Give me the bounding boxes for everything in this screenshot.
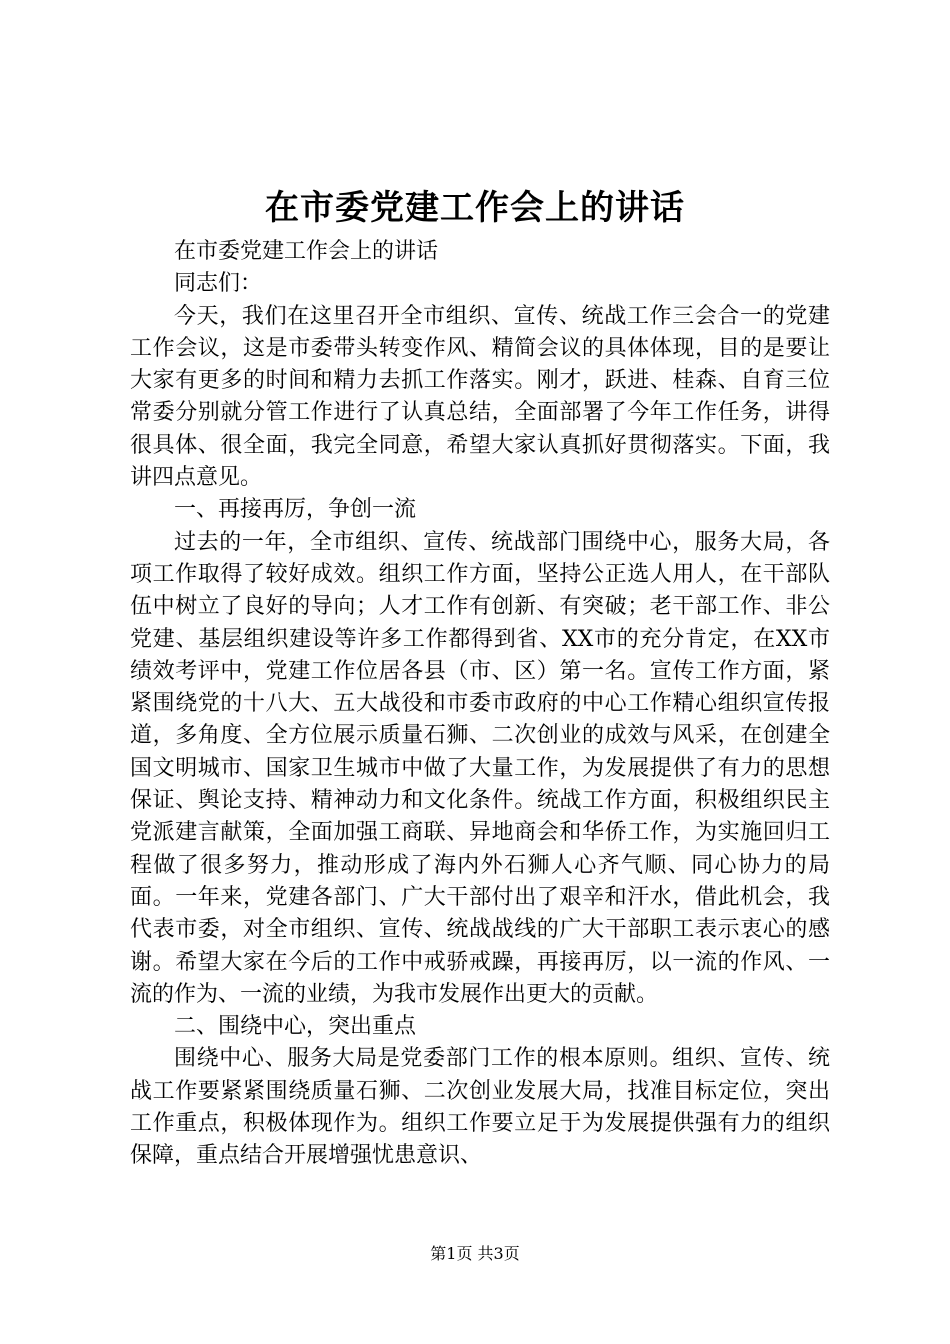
section-heading-2: 二、围绕中心，突出重点	[174, 1014, 417, 1040]
paragraph-salutation: 同志们：	[174, 271, 263, 297]
document-title: 在市委党建工作会上的讲话	[265, 188, 685, 228]
section-heading-1: 一、再接再厉，争创一流	[174, 497, 417, 523]
page-footer: 第1页 共3页	[430, 1244, 520, 1263]
paragraph-intro: 今天，我们在这里召开全市组织、宣传、统战工作三会合一的党建工作会议，这是市委带头转变作风、精简会议的具体体现，目的是要让大家有更多的时间和精力去抓工作落实。刚才，跃进、桂森、自育三位常委分别就分管工作进行了认真总结，全面部署了今年工作任务，讲得很具体、很全面，我完全同意，希望大家认真抓好贯彻落实。下面，我讲四点意见。	[130, 303, 830, 491]
paragraph-subtitle: 在市委党建工作会上的讲话	[174, 239, 439, 264]
paragraph-section-1: 过去的一年，全市组织、宣传、统战部门围绕中心，服务大局，各项工作取得了较好成效。组织工作方面，坚持公正选人用人，在干部队伍中树立了良好的导向；人才工作有创新、有突破；老干部工作、非公党建、基层组织建设等许多工作都得到省、XX市的充分肯定，在XX市绩效考评中，党建工作位居各县（市、区）第一名。宣传工作方面，紧紧围绕党的十八大、五大战役和市委市政府的中心工作精心组织宣传报道，多角度、全方位展示质量石狮、二次创业的成效与风采，在创建全国文明城市、国家卫生城市中做了大量工作，为发展提供了有力的思想保证、舆论支持、精神动力和文化条件。统战工作方面，积极组织民主党派建言献策，全面加强工商联、异地商会和华侨工作，为实施回归工程做了很多努力，推动形成了海内外石狮人心齐气顺、同心协力的局面。一年来，党建各部门、广大干部付出了艰辛和汗水，借此机会，我代表市委，对全市组织、宣传、统战战线的广大干部职工表示衷心的感谢。希望大家在今后的工作中戒骄戒躁，再接再厉，以一流的作风、一流的作为、一流的业绩，为我市发展作出更大的贡献。	[130, 529, 830, 1007]
paragraph-section-2: 围绕中心、服务大局是党委部门工作的根本原则。组织、宣传、统战工作要紧紧围绕质量石狮、二次创业发展大局，找准目标定位，突出工作重点，积极体现作为。组织工作要立足于为发展提供强有力的组织保障，重点结合开展增强忧患意识、	[130, 1046, 830, 1169]
document-body	[130, 236, 830, 1173]
